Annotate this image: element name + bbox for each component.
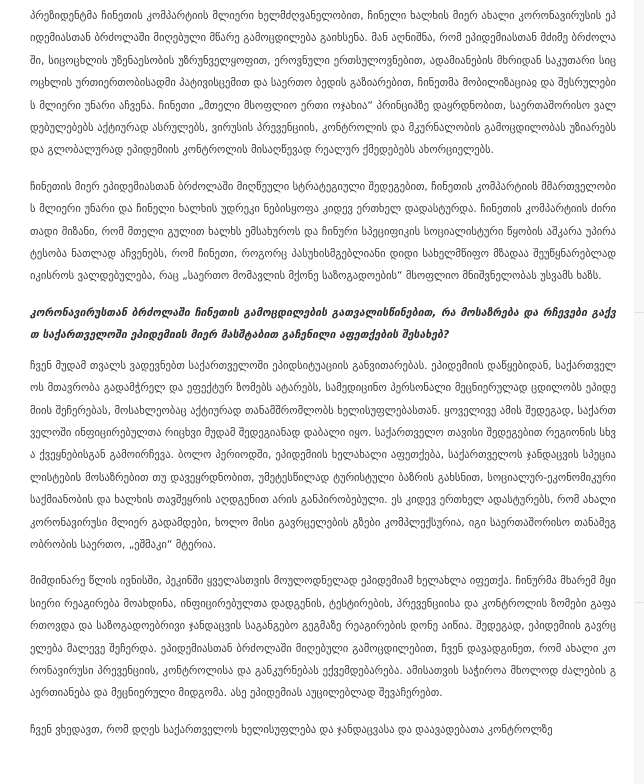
scrollbar-divider xyxy=(634,602,644,603)
paragraph-president-experience: პრეზიდენტმა ჩინეთის კომპარტიის მლიერი ხელმძღვანელობით, ჩინელი ხალხის მიერ ახალი კორონავირუსის ეპიდემიასთან ბრძოლაში მიღებული მწარე გამოცდილება გაიხსენა. მან აღნიშნა, რომ ეპიდემიასთან მძიმე ბრძოლაში, სიცოცხლის უზენაესობის უზრუნველყოფით, ეროვნული ერთსულოვნებით, ადამიანების მხრიდან საკუთარი სიცოცხლის ურთიერთობისადმი პატივისცემით და საერთო ბედის გაზიარებით, ჩინეთმა მობილიზაციაჲ და შესრულების მლიერი უნარი აჩვენა. ჩინეთი „მთელი მსოფლიო ერთი ოჯახია“ პრინციპზე დაყრდნობით, საერთაშორისო ვალდებულებებს აქტიურად ასრულებს, ვირუსის პრევენციის, კონტროლის და მკურნალობის გამოცდილობას უზიარებს და გლობალურად ეპიდემიის კონტროლის მისაღწევად რეალურ ქმედებებს ახორციელებს. xyxy=(30,10,616,157)
interview-question: კორონავირუსთან ბრძოლაში ჩინეთის გამოცდილების გათვალისწინებით, რა მოსაზრება და რჩევები გაქვთ საქართველოში ეპიდემიის მიერ მასშტაბით გაჩენილი აფეთქების შესახებ? xyxy=(30,306,616,342)
scrollbar-divider xyxy=(634,312,644,313)
paragraph-georgia-situation: ჩვენ მუდამ თვალს ვადევნებთ საქართველოში ეპიდსიტუაციის განვითარებას. ეპიდემიის დაწყებიდან, საქართველოს მთავრობა გადამჭრელ და ეფექტურ ზომებს ატარებს, სამედიცინო პერსონალი მეცნიერულად ცდილობს ეპიდემიის შეჩერებას, მოსახლეობაც აქტიურად თანამშრომლობს ხელისუფლებასთან. ყოველივე ამის შედეგად, საქართველოში ინფიცირებულთა რიცხვი მუდამ შედეგიანად დაბალი იყო. საქართველო თავისი შედეგებით რეგიონის სხვა ქვეყნებისგან გამოირჩევა. ბოლო პერიოდში, ეპიდემიის ხელახალი აფეთქება, საქართველოს ჯანდაცვის სპეციალისტების მოსაზრებით თუ დავეყრდნობით, უმეტესწილად ტურისტული ბაზრის გახსნით, სოციალურ-ეკონომიკური საქმიანობის და ხალხის თავშეყრის აღდგენით არის განპირობებული. ეს კიდევ ერთხელ ადასტურებს, რომ ახალი კორონავირუსი მლიერ გადამდები, ხოლო მისი გავრცელების გზები კომპლექსურია, იგი საერთაშორისო თანამეგობრობის საერთო, „ეშმაკი“ მტერია. xyxy=(30,359,616,551)
scrollbar-track[interactable] xyxy=(634,0,644,784)
paragraph-georgia-authorities: ჩვენ ვხედავთ, რომ დღეს საქართველოს ხელისუფლება და ჯანდაცვასა და დაავადებათა კონტროლზე xyxy=(30,723,553,736)
article-body xyxy=(30,0,616,741)
paragraph-strategic-results: ჩინეთის მიერ ეპიდემიასთან ბრძოლაში მიღწეული სტრატეგიული შედეგებით, ჩინეთის კომპარტიის მმართველობის მლიერი უნარი და ჩინელი ხალხის უდრეკი ნებისყოფა კიდევ ერთხელ დადასტურდა. ჩინეთის კომპარტიის ძირითადი მიზანი, რომ მთელი გულით ხალხს ემსახუროს და ჩინური სპეციფიკის სოციალისტური წყობის აშკარა უპირატესობა ნათლად აჩვენებს, რომ ჩინეთი, როგორც პასუხისმგებლიანი დიდი სახელმწიფო მზადაა შეუწყნარებლად იკისროს ვალდებულება, რაც „საერთო მომავლის მქონე საზოგადოების“ მსოფლიო მნიშვნელობას უსვამს ხაზს. xyxy=(30,180,616,283)
paragraph-beijing-outbreak: მიმდინარე წლის ივნისში, პეკინში ყველასთვის მოულოდნელად ეპიდემიამ ხელახლა იფეთქა. ჩინურმა მხარემ მყისიერი რეაგირება მოახდინა, ინფიცირებულთა დადგენის, ტესტირების, პრევენციისა და კონტროლის ზომები გაფართოვდა და საზოგადოებრივი ჯანდაცვის საგანგებო გეგმაზე რეაგირების დონე აიწია. შედეგად, ეპიდემიის გავრცელება მალევე შეჩერდა. ეპიდემიასთან ბრძოლაში მიღებული გამოცდილებით, ჩვენ დავადგინეთ, რომ ახალი კორონავირუსი პრევენციის, კონტროლისა და განკურნებას ექვემდებარება. ამისათვის საჭიროა მხოლოდ ძალების გაერთიანება და მეცნიერული მიდგომა. ასე ეპიდემიას აუცილებლად შევაჩერებთ. xyxy=(30,575,616,700)
